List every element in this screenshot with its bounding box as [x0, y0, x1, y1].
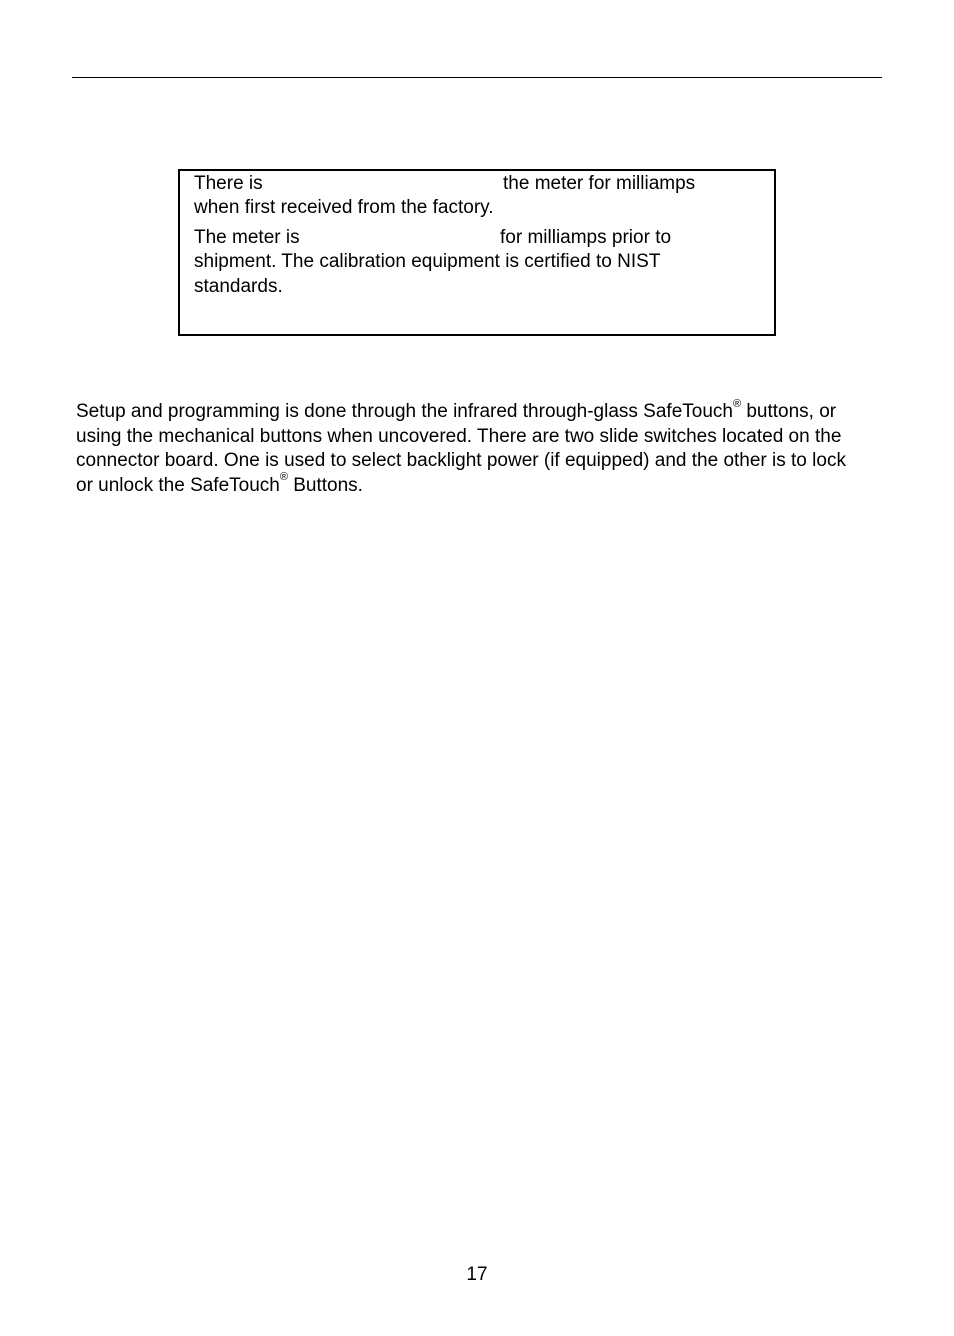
note-p1-line2: when first received from the factory. [194, 197, 494, 218]
header-rule [72, 77, 882, 78]
setup-text-part1: Setup and programming is done through the infrared through-glass SafeTouch [76, 401, 733, 422]
setup-paragraph [76, 397, 866, 498]
registered-mark: ® [732, 397, 742, 410]
note-p1-end: the meter for milliamps [503, 173, 696, 194]
note-p1-start: There is [194, 173, 263, 194]
note-p2-line3: standards. [194, 276, 283, 297]
note-p2-line2: shipment. The calibration equipment is certified to NIST [194, 251, 661, 272]
setup-text-part2: buttons, or using the mechanical buttons when uncovered. There are two slide switches located on the connector board. One is used to select backlight power (if equipped) and the other is to lock or unlock the SafeTouch [76, 401, 846, 496]
note-p2-start: The meter is [194, 227, 300, 248]
page-number: 17 [466, 1264, 488, 1285]
note-p2-end: for milliamps prior to [500, 227, 672, 248]
setup-text-part3: Buttons. [287, 474, 363, 496]
registered-mark: ® [279, 471, 288, 484]
calibration-note-box [178, 169, 776, 336]
